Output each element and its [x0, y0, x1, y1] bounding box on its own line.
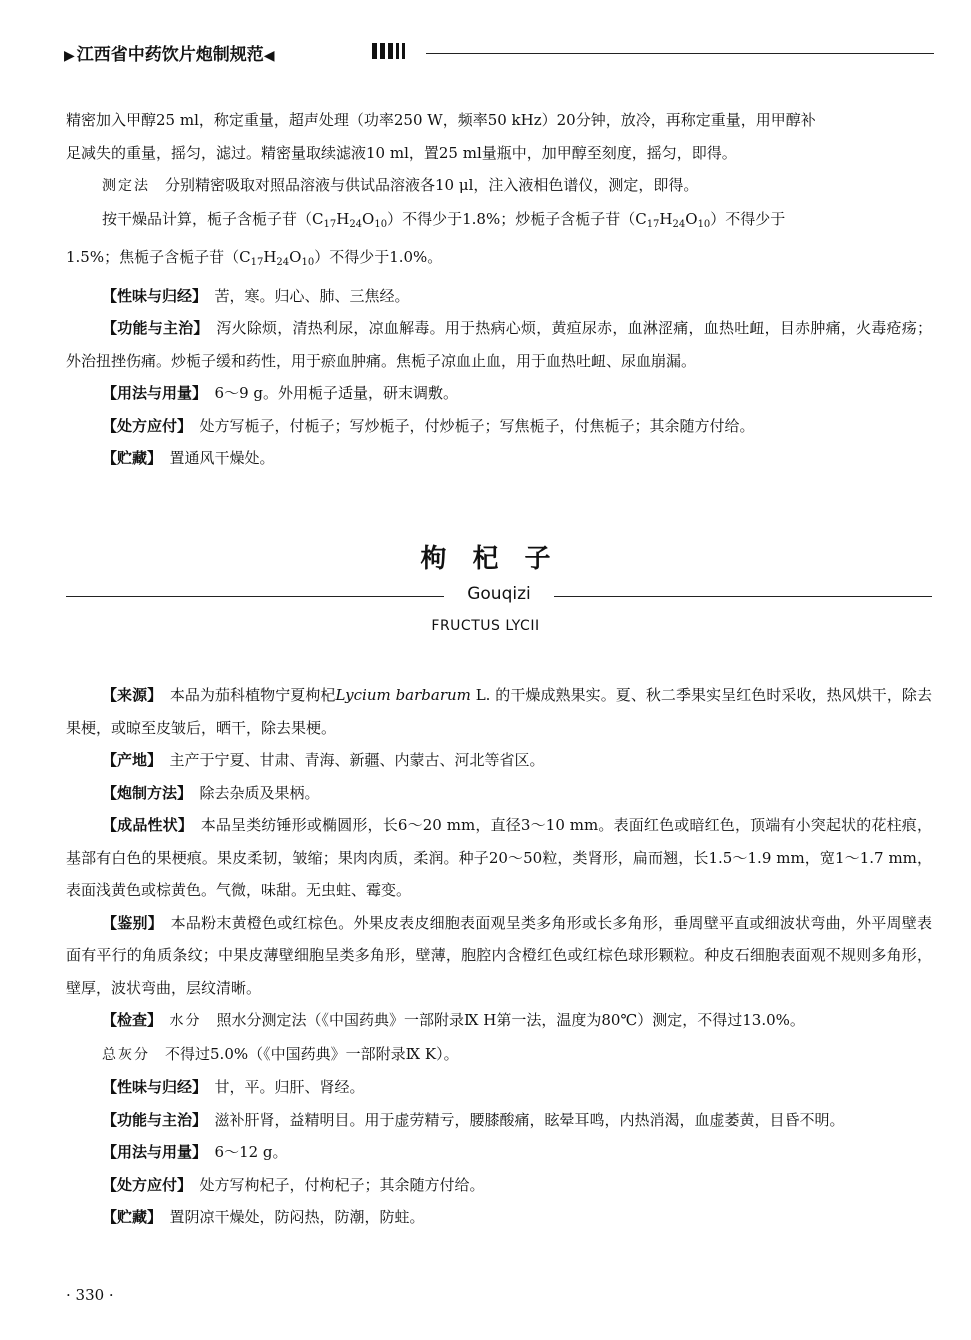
- page-number: · 330 ·: [66, 1286, 114, 1304]
- header-rule: [426, 53, 934, 54]
- pinyin-rule-right: [554, 596, 932, 597]
- check-paragraph: 【检查】 水分 照水分测定法（《中国药典》一部附录Ⅸ H第一法，温度为80℃）测定，不得过13.0%。: [102, 1011, 805, 1029]
- prep-line-2: 足减失的重量，摇匀，滤过。精密量取续滤液10 ml，置25 ml量瓶中，加甲醇至刻度，摇匀，即得。: [66, 143, 737, 162]
- top-section: [66, 104, 932, 475]
- method-paragraph: [66, 169, 932, 203]
- processing-paragraph: 【炮制方法】 除去杂质及果柄。: [102, 783, 320, 802]
- book-title: 江西省中药饮片炮制规范: [76, 45, 264, 65]
- pinyin-row: [66, 584, 932, 608]
- entry-pinyin: Gouqizi: [467, 584, 531, 604]
- source-paragraph: 【来源】 本品为茄科植物宁夏枸杞Lycium barbarum L. 的干燥成熟果实。夏、秋二季果实呈红色时采收，热风烘干，除去果梗，或晾至皮皱后，晒干，除去果梗。: [66, 686, 932, 737]
- entry-title-block: [0, 538, 971, 638]
- prescription-paragraph: 【处方应付】 处方写枸杞子，付枸杞子；其余随方付给。: [102, 1175, 485, 1194]
- function-paragraph: 【功能与主治】 滋补肝肾，益精明目。用于虚劳精亏，腰膝酸痛，眩晕耳鸣，内热消渴，血虚萎黄，目昏不明。: [102, 1110, 845, 1129]
- nature-paragraph-top: 【性味与归经】 苦，寒。归心、肺、三焦经。: [102, 286, 410, 305]
- usage-paragraph: 【用法与用量】 6～12 g。: [102, 1143, 288, 1161]
- storage-paragraph-top: 【贮藏】 置通风干燥处。: [102, 449, 275, 467]
- triangle-left-icon: ◀: [263, 48, 275, 64]
- origin-paragraph: 【产地】 主产于宁夏、甘肃、青海、新疆、内蒙古、河北等省区。: [102, 751, 545, 769]
- prep-line-1: 精密加入甲醇25 ml，称定重量，超声处理（功率250 W，频率50 kHz）20分钟，放冷，再称定重量，用甲醇补: [66, 111, 816, 129]
- character-paragraph: 【成品性状】 本品呈类纺锤形或椭圆形，长6～20 mm，直径3～10 mm。表面红色或暗红色，顶端有小突起状的花柱痕，基部有白色的果梗痕。果皮柔韧，皱缩；果肉肉质，柔润。种子20～50粒，类肾形，扁而翘，长1.5～1.9 mm，宽1～1.7 mm，表面浅黄色或棕黄色。气微，味甜。无虫蛀、霉变。: [66, 816, 932, 899]
- entry-sections: [66, 679, 932, 1234]
- running-header: [64, 38, 934, 68]
- nature-paragraph: 【性味与归经】 甘，平。归肝、肾经。: [102, 1078, 365, 1096]
- running-header-title: [64, 40, 277, 65]
- prescription-paragraph-top: 【处方应付】 处方写栀子，付栀子；写炒栀子，付炒栀子；写焦栀子，付焦栀子；其余随方付给。: [102, 416, 755, 435]
- usage-paragraph-top: 【用法与用量】 6～9 g。外用栀子适量，研末调敷。: [102, 384, 458, 402]
- function-paragraph-top: 【功能与主治】 泻火除烦，清热利尿，凉血解毒。用于热病心烦，黄疸尿赤，血淋涩痛，血热吐衄，目赤肿痛，火毒疮疡；外治扭挫伤痛。炒栀子缓和药性，用于瘀血肿痛。焦栀子凉血止血，用于血热吐衄、尿血崩漏。: [66, 319, 932, 370]
- method-text: 分别精密吸取对照品溶液与供试品溶液各10 μl，注入液相色谱仪，测定，即得。: [165, 176, 699, 194]
- ash-paragraph: 总灰分 不得过5.0%（《中国药典》一部附录Ⅸ K）。: [102, 1044, 459, 1063]
- identification-paragraph: 【鉴别】 本品粉末黄橙色或红棕色。外果皮表皮细胞表面观呈类多角形或长多角形，垂周壁平直或细波状弯曲，外平周壁表面有平行的角质条纹；中果皮薄壁细胞呈类多角形，壁薄，胞腔内含橙红色或红棕色球形颗粒。种皮石细胞表面观不规则多角形，壁厚，波状弯曲，层纹清晰。: [66, 913, 932, 997]
- assay-paragraph: 按干燥品计算，栀子含栀子苷$(C_{17}H_{24}O_{10})$不得少于1.8%；炒栀子含栀子苷$(C_{17}H_{24}O_{10})$不得少于 1.5%；焦栀子含栀子苷$(C_{17}H_{24}O_{10})$不得少于1.0%。: [66, 209, 786, 268]
- species-name: Lycium barbarum: [335, 686, 471, 704]
- entry-title: 枸杞子: [420, 544, 577, 574]
- header-bars-ornament: [372, 42, 418, 60]
- method-label: 测定法: [102, 178, 150, 194]
- triangle-right-icon: ▶: [64, 48, 75, 64]
- storage-paragraph: 【贮藏】 置阴凉干燥处，防闷热，防潮，防蛀。: [102, 1208, 425, 1226]
- entry-latin-name: FRUCTUS LYCII: [431, 618, 540, 634]
